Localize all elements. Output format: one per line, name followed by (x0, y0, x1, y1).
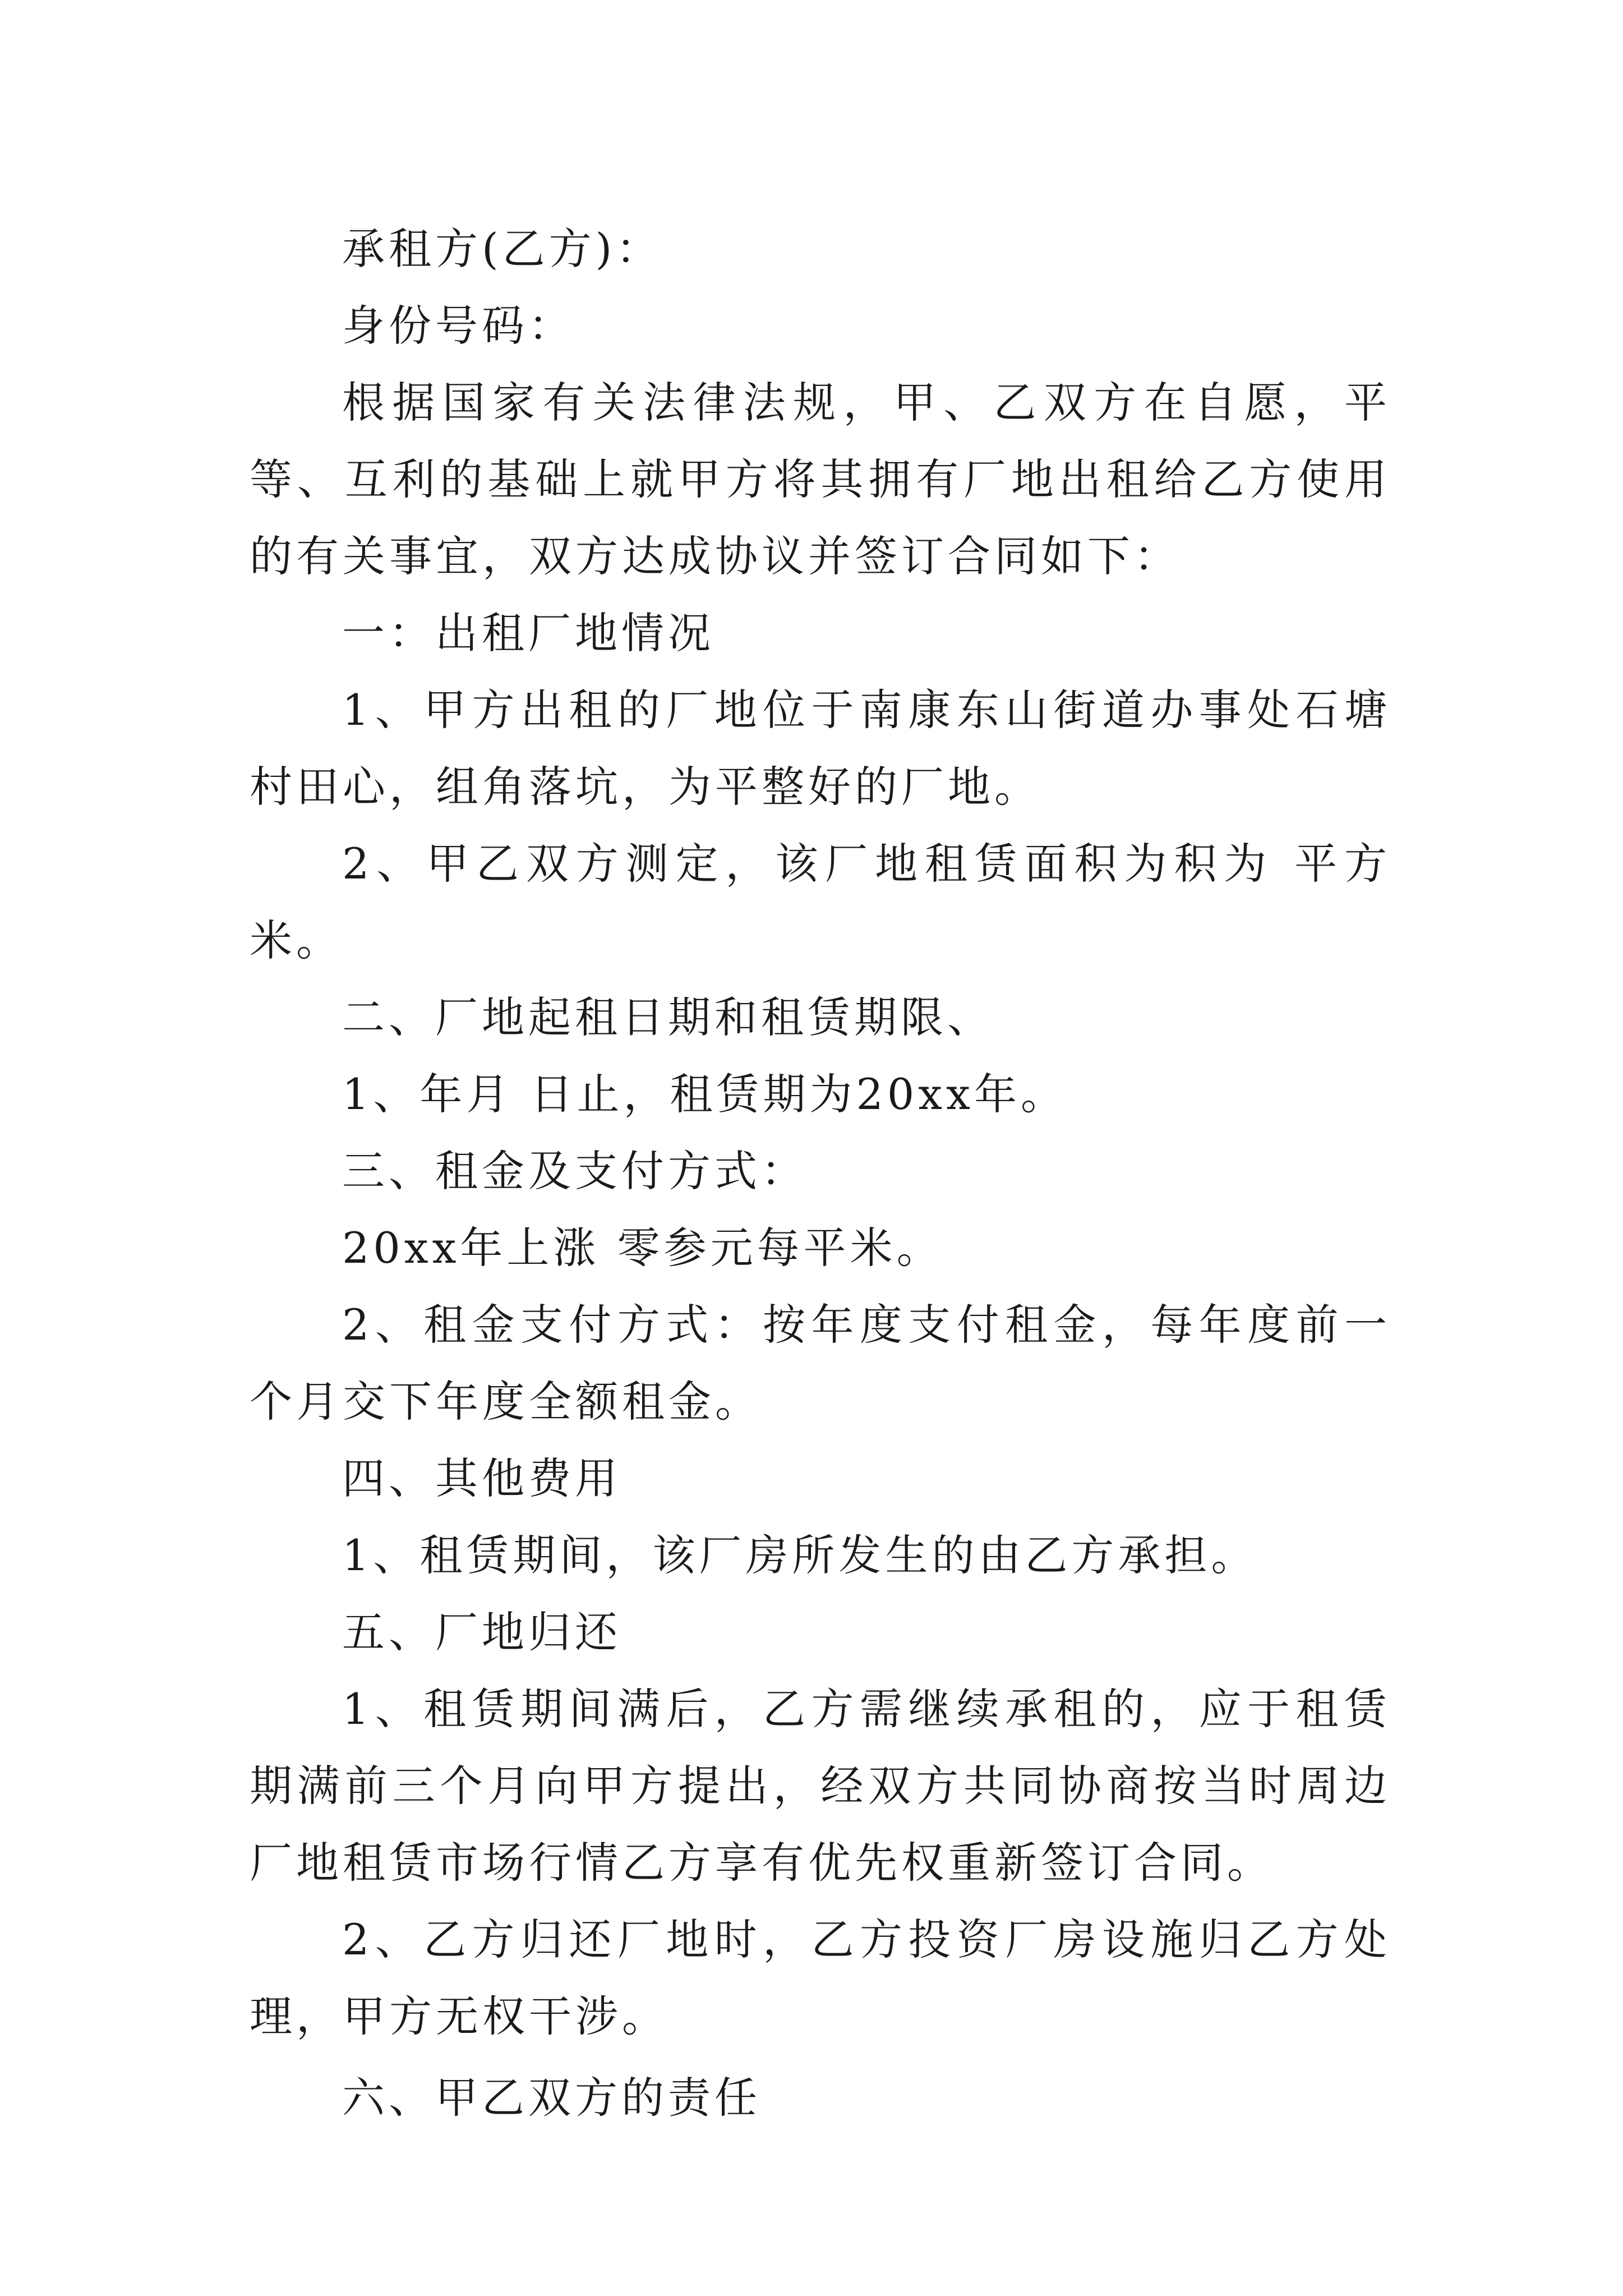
section-heading-1: 一：出租厂地情况 (342, 608, 714, 658)
paragraph-preamble: 根据国家有关法律法规，甲、乙双方在自愿，平等、互利的基础上就甲方将其拥有厂地出租给乙方使用的有关事宜，双方达成协议并签订合同如下： (250, 378, 1391, 581)
paragraph-return: 2、乙方归还厂地时，乙方投资厂房设施归乙方处理，甲方无权干涉。 (250, 1915, 1391, 2041)
paragraph-id-number: 身份号码： (342, 301, 575, 351)
paragraph-payment-method: 2、租金支付方式：按年度支付租金，每年度前一个月交下年度全额租金。 (250, 1300, 1391, 1427)
section-heading-2: 二、厂地起租日期和租赁期限、 (342, 992, 994, 1042)
paragraph-other-fees: 1、租赁期间，该厂房所发生的由乙方承担。 (342, 1530, 1258, 1580)
paragraph-location: 1、甲方出租的厂地位于南康东山街道办事处石塘村田心，组角落坑，为平整好的厂地。 (250, 685, 1391, 812)
section-heading-4: 四、其他费用 (342, 1453, 621, 1503)
paragraph-lessee: 承租方(乙方)： (342, 224, 663, 274)
section-heading-3: 三、租金及支付方式： (342, 1146, 808, 1196)
section-heading-6: 六、甲乙双方的责任 (342, 2073, 761, 2123)
paragraph-renewal: 1、租赁期间满后，乙方需继续承租的，应于租赁期满前三个月向甲方提出，经双方共同协商按当时周边厂地租赁市场行情乙方享有优先权重新签订合同。 (250, 1684, 1391, 1888)
paragraph-term: 1、年月 日止，租赁期为20xx年。 (342, 1069, 1067, 1119)
paragraph-area: 2、甲乙双方测定，该厂地租赁面积为积为 平方米。 (250, 839, 1391, 965)
section-heading-5: 五、厂地归还 (342, 1607, 621, 1657)
document-body (250, 210, 1391, 2136)
paragraph-rent-increase: 20xx年上涨 零参元每平米。 (342, 1223, 943, 1273)
